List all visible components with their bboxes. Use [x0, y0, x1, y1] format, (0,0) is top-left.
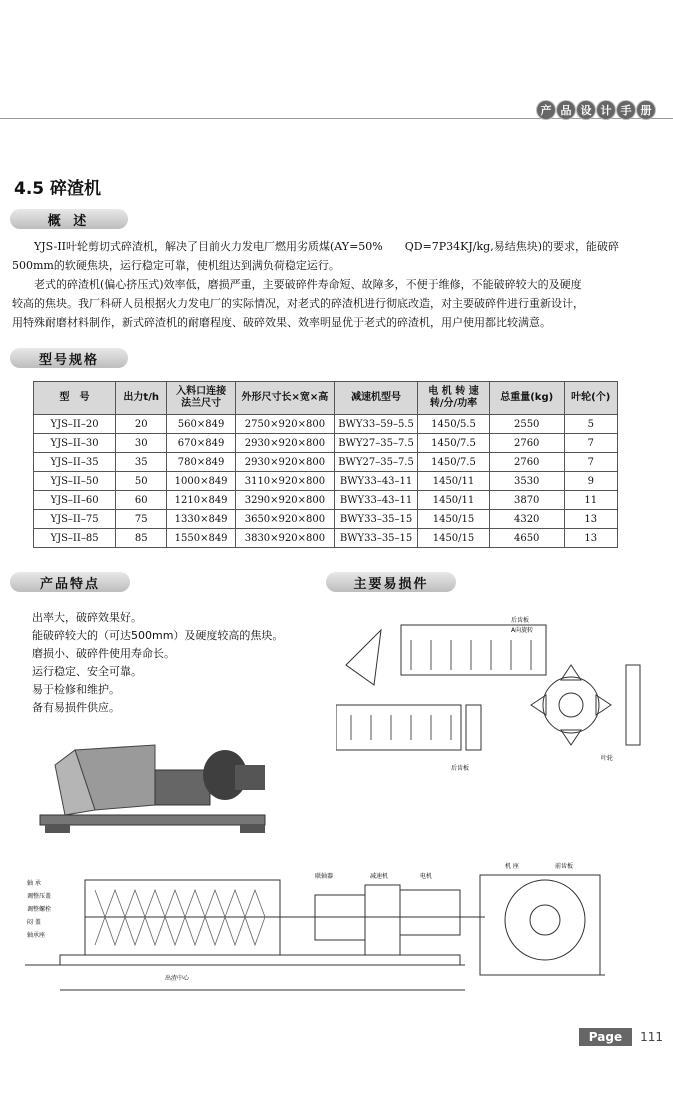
spec-cell: 9	[564, 472, 618, 491]
spec-cell: YJS–II–85	[34, 529, 116, 548]
spec-table	[33, 381, 618, 548]
spec-cell: BWY33–59–5.5	[335, 415, 418, 434]
header-badge: 计	[597, 101, 615, 119]
page-footer	[579, 1028, 663, 1046]
spec-cell: 35	[116, 453, 167, 472]
assembly-drawing	[25, 850, 655, 1015]
spec-cell: 60	[116, 491, 167, 510]
spec-cell: 3830×920×800	[235, 529, 334, 548]
spec-cell: YJS–II–60	[34, 491, 116, 510]
spec-cell: 1450/11	[418, 472, 490, 491]
spec-cell: 1210×849	[167, 491, 235, 510]
spec-table-body	[34, 415, 618, 548]
overview-line: 500mm的软硬焦块，运行稳定可靠，使机组达到满负荷稳定运行。	[12, 259, 340, 272]
spec-cell: 1330×849	[167, 510, 235, 529]
spec-cell: 1450/7.5	[418, 434, 490, 453]
feature-item: 易于检修和维护。	[32, 683, 120, 696]
spec-cell: 1450/11	[418, 491, 490, 510]
product-photo	[35, 730, 275, 840]
spec-cell: 3530	[489, 472, 564, 491]
spec-cell: 85	[116, 529, 167, 548]
spec-cell: 560×849	[167, 415, 235, 434]
spec-cell: 1450/5.5	[418, 415, 490, 434]
spec-cell: YJS–II–20	[34, 415, 116, 434]
drawing-label: 联轴器	[315, 873, 334, 880]
parts-heading: 主要易损件	[326, 572, 456, 592]
spec-cell: 7	[564, 434, 618, 453]
drawing-label: 调整螺栓	[27, 906, 52, 913]
spec-cell: 2750×920×800	[235, 415, 334, 434]
drawing-label: 前齿板	[555, 863, 574, 870]
spec-cell: 3650×920×800	[235, 510, 334, 529]
header-badge: 设	[577, 101, 595, 119]
overview-line: 较高的焦块。我厂科研人员根据火力发电厂的实际情况，对老式的碎渣机进行彻底改造，对主要破碎件进行重新设计，	[12, 297, 584, 310]
feature-item: 磨损小、破碎件使用寿命长。	[32, 647, 175, 660]
drawing-label: 出渣中心	[165, 975, 190, 982]
spec-cell: 7	[564, 453, 618, 472]
spec-cell: 1450/15	[418, 510, 490, 529]
spec-cell: 13	[564, 510, 618, 529]
header-badge: 册	[637, 101, 655, 119]
features-heading: 产品特点	[10, 572, 130, 592]
spec-cell: 670×849	[167, 434, 235, 453]
spec-row	[34, 434, 618, 453]
spec-row	[34, 529, 618, 548]
spec-row	[34, 472, 618, 491]
spec-cell: 11	[564, 491, 618, 510]
spec-cell: 780×849	[167, 453, 235, 472]
header-badge: 产	[537, 101, 555, 119]
spec-cell: 20	[116, 415, 167, 434]
page-number: 111	[640, 1030, 663, 1044]
spec-cell: 2550	[489, 415, 564, 434]
spec-cell: 3110×920×800	[235, 472, 334, 491]
drawing-label: 减速机	[370, 873, 389, 880]
spec-cell: 1550×849	[167, 529, 235, 548]
spec-cell: 5	[564, 415, 618, 434]
drawing-label: 轴 承	[27, 880, 41, 887]
overview-line: 老式的碎渣机(偏心挤压式)效率低，磨损严重，主要破碎件寿命短、故障多，不便于维修，不能破碎较大的及硬度	[34, 278, 582, 291]
spec-cell: 2760	[489, 434, 564, 453]
overview-text	[12, 237, 662, 332]
spec-cell: 13	[564, 529, 618, 548]
spec-row	[34, 510, 618, 529]
spec-cell: 30	[116, 434, 167, 453]
spec-col-header: 型 号	[34, 382, 116, 415]
spec-cell: BWY33–43–11	[335, 491, 418, 510]
spec-cell: 2930×920×800	[235, 434, 334, 453]
spec-cell: YJS–II–75	[34, 510, 116, 529]
feature-item: 出率大，破碎效果好。	[32, 611, 142, 624]
spec-col-header: 叶轮(个)	[564, 382, 618, 415]
spec-cell: 3290×920×800	[235, 491, 334, 510]
drawing-label: 调整压盖	[27, 893, 52, 900]
spec-cell: BWY27–35–7.5	[335, 434, 418, 453]
spec-cell: 1450/15	[418, 529, 490, 548]
spec-header-row	[34, 382, 618, 415]
spec-col-header: 减速机型号	[335, 382, 418, 415]
overview-line: YJS-II叶轮剪切式碎渣机，解决了目前火力发电厂燃用劣质煤(AY=50% QD=7P34KJ/kg,易结焦块)的要求，能破碎	[34, 240, 620, 253]
header-badge: 品	[557, 101, 575, 119]
spec-row	[34, 415, 618, 434]
spec-col-header: 外形尺寸长×宽×高	[235, 382, 334, 415]
spec-cell: 4650	[489, 529, 564, 548]
parts-label: 后齿板	[511, 617, 530, 624]
spec-cell: BWY33–35–15	[335, 510, 418, 529]
spec-cell: BWY27–35–7.5	[335, 453, 418, 472]
spec-cell: YJS–II–35	[34, 453, 116, 472]
parts-label: 叶轮	[601, 755, 614, 762]
spec-cell: BWY33–43–11	[335, 472, 418, 491]
features-list	[32, 609, 322, 717]
spec-cell: 1450/7.5	[418, 453, 490, 472]
spec-row	[34, 453, 618, 472]
spec-cell: BWY33–35–15	[335, 529, 418, 548]
spec-cell: 75	[116, 510, 167, 529]
spec-heading: 型号规格	[10, 348, 128, 368]
spec-cell: 3870	[489, 491, 564, 510]
parts-drawing	[336, 610, 656, 790]
spec-cell: 1000×849	[167, 472, 235, 491]
page-label: Page	[579, 1028, 632, 1046]
spec-row	[34, 491, 618, 510]
overview-line: 用特殊耐磨材料制作，新式碎渣机的耐磨程度、破碎效果、效率明显优于老式的碎渣机，用户使用都比较满意。	[12, 316, 551, 329]
spec-col-header: 总重量(kg)	[489, 382, 564, 415]
header-badges	[537, 101, 655, 119]
spec-cell: 2930×920×800	[235, 453, 334, 472]
spec-cell: YJS–II–30	[34, 434, 116, 453]
spec-col-header: 出力t/h	[116, 382, 167, 415]
drawing-label: 闷 盖	[27, 919, 41, 926]
drawing-label: 机 座	[505, 863, 519, 870]
feature-item: 能破碎较大的（可达500mm）及硬度较高的焦块。	[32, 629, 284, 642]
spec-col-header: 入料口连接 法兰尺寸	[167, 382, 235, 415]
drawing-label: 电机	[420, 873, 433, 880]
drawing-label: 轴承座	[27, 932, 46, 939]
spec-col-header: 电 机 转 速 转/分/功率	[418, 382, 490, 415]
header-badge: 手	[617, 101, 635, 119]
feature-item: 运行稳定、安全可靠。	[32, 665, 142, 678]
overview-heading: 概 述	[10, 209, 128, 229]
spec-cell: YJS–II–50	[34, 472, 116, 491]
feature-item: 备有易损件供应。	[32, 701, 120, 714]
spec-cell: 2760	[489, 453, 564, 472]
section-title: 4.5 碎渣机	[14, 179, 102, 199]
spec-cell: 50	[116, 472, 167, 491]
parts-label: A向旋转	[511, 627, 534, 634]
spec-cell: 4320	[489, 510, 564, 529]
parts-label: 后齿板	[451, 765, 470, 772]
